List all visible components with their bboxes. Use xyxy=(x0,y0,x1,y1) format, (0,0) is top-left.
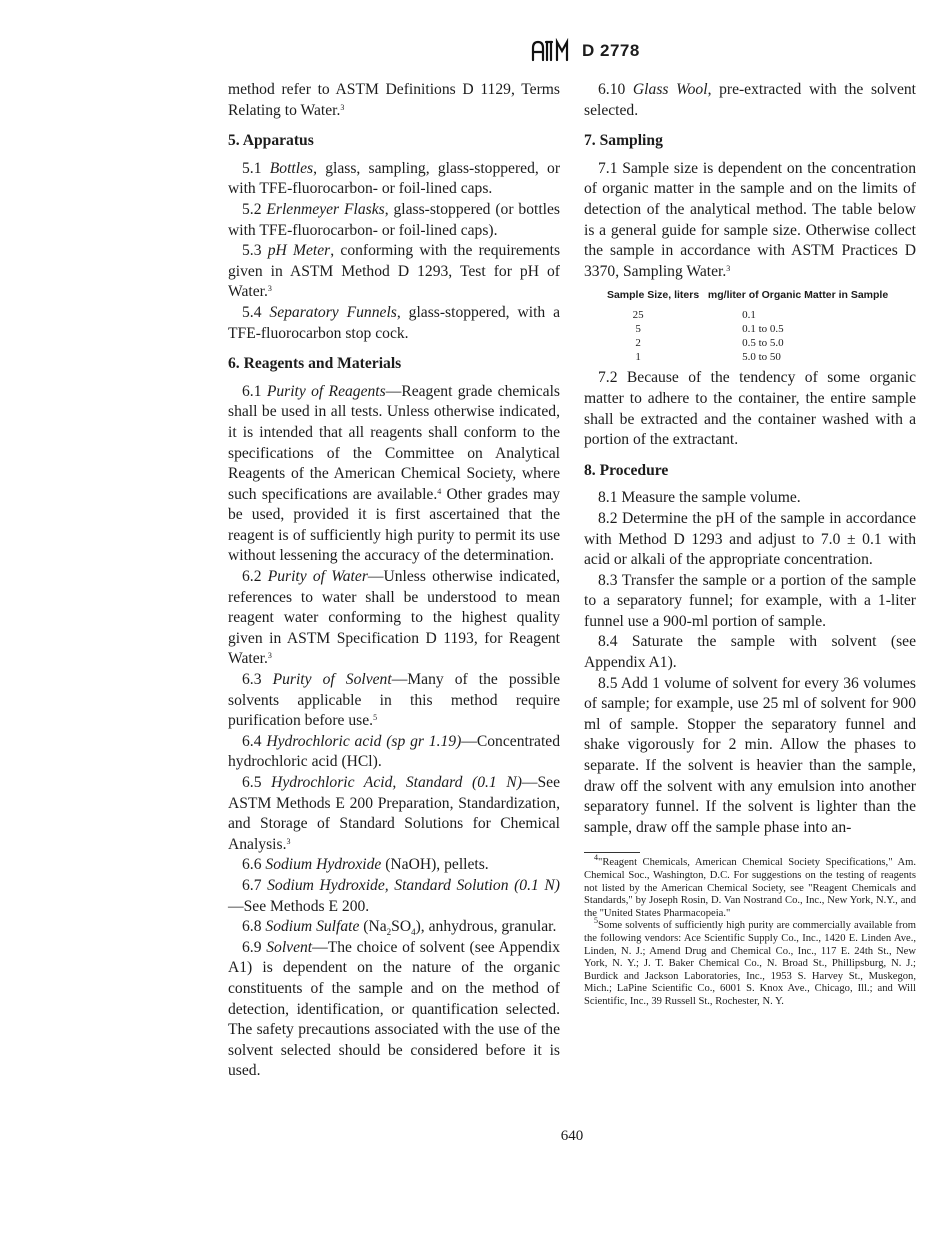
table-row: 2 0.5 to 5.0 xyxy=(635,337,784,350)
document-number: D 2778 xyxy=(582,41,640,60)
paragraph-6-10: 6.10 Glass Wool, pre-extracted with the solvent selected. xyxy=(584,81,916,119)
footnote-5: $^5$Some solvents of sufficiently high purity are commercially available from the following vendors: Ace Scientific Supply Co., Inc., 1420 E. Linden Ave., Linden, N. J.; Amend Drug and Chemical Co., Inc., 117 E. 24th St., New York, N. Y.; J. T. Baker Chemical Co., N. Broad St., Phillipsburg, N. J.; Burdick and Jackson Laboratories, Inc., 1953 S. Harvey St., Muskegon, Mich.; LaPine Scientific Co., 6001 S. Knox Ave., Chicago, Ill.; and Will Scientific, Inc., 39 Russell St., Rochester, N. Y. xyxy=(584,916,916,1007)
paragraph-8-1: 8.1 Measure the sample volume. xyxy=(598,489,801,507)
paragraph-6-3: 6.3 Purity of Solvent—Many of the possible solvents applicable in this method require purification before use.$^5$ xyxy=(228,671,560,730)
paragraph-5-2: 5.2 Erlenmeyer Flasks, glass-stoppered (or bottles with TFE-fluorocarbon- or foil-lined caps). xyxy=(228,200,560,239)
astm-logo-icon xyxy=(530,38,570,64)
paragraph-6-5: 6.5 Hydrochloric Acid, Standard (0.1 N)—See ASTM Methods E 200 Preparation, Standardization, and Storage of Standard Solutions for Chemical Analysis.$^3$ xyxy=(228,774,561,853)
page-number: 640 xyxy=(560,1128,584,1144)
section-7-heading: 7. Sampling xyxy=(584,132,663,150)
paragraph-6-6: 6.6 Sodium Hydroxide (NaOH), pellets. xyxy=(242,856,489,874)
section-5-heading: 5. Apparatus xyxy=(228,132,314,150)
footnote-divider xyxy=(584,852,640,853)
left-column xyxy=(228,80,560,1082)
paragraph-6-9: 6.9 Solvent—The choice of solvent (see Appendix A1) is dependent on the nature of the organic constituents of the sample and on the method of detection, identification, or quantification selected. The safety precautions associated with the use of the solvent selected should be considered before it is used. xyxy=(228,938,561,1080)
paragraph-5-3: 5.3 pH Meter, conforming with the requirements given in ASTM Method D 1293, Test for pH of Water.$^3$ xyxy=(228,242,561,301)
right-column xyxy=(584,80,916,1009)
paragraph-8-4: 8.4 Saturate the sample with solvent (see Appendix A1). xyxy=(584,633,916,672)
paragraph-6-8: 6.8 Sodium Sulfate $(Na_2SO_4)$, anhydrous, granular. xyxy=(242,918,557,938)
paragraph-6-7: 6.7 Sodium Hydroxide, Standard Solution (0.1 N)—See Methods E 200. xyxy=(228,876,561,915)
paragraph-8-5: 8.5 Add 1 volume of solvent for every 36 volumes of sample; for example, use 25 ml of solvent for 900 ml of sample. Stopper the separatory funnel and shake vigorously for 2 min. Allow the phases to separate. If the solvent is heavier than the sample, draw off the solvent with any emulsion into another separatory funnel. If the solvent is lighter than the sample, draw off the sample phase into an- xyxy=(584,674,916,836)
paragraph-intro: method refer to ASTM Definitions D 1129, Terms Relating to Water.$^3$ xyxy=(228,81,560,119)
table-header-organic-matter: mg/liter of Organic Matter in Sample xyxy=(707,289,889,302)
table-row: 5 0.1 to 0.5 xyxy=(635,323,784,336)
section-8-heading: 8. Procedure xyxy=(584,461,669,479)
paragraph-6-2: 6.2 Purity of Water—Unless otherwise indicated, references to water shall be understood to mean reagent water conforming to the highest quality given in ASTM Specification D 1193, for Reagent Water.$^3$ xyxy=(228,568,561,668)
paragraph-8-2: 8.2 Determine the pH of the sample in accordance with Method D 1293 and adjust to 7.0 ± 0.1 with acid or alkali of the appropriate concentration. xyxy=(584,509,916,569)
paragraph-8-3: 8.3 Transfer the sample or a portion of the sample to a separatory funnel; for example, with a 1-liter funnel use a 900-ml portion of sample. xyxy=(584,571,916,630)
table-row: 1 5.0 to 50 xyxy=(635,351,781,364)
footnote-4: $^4$"Reagent Chemicals, American Chemical Society Specifications," Am. Chemical Soc., Washington, D.C. For suggestions on the testing of reagents not listed by the American Chemical Society, see "Reagent Chemicals and Standards," by Joseph Rosin, D. Van Nostrand Co., Inc., New York, N.Y., and the "United States Pharmacopeia." xyxy=(584,853,916,919)
page-header xyxy=(530,38,640,64)
paragraph-5-4: 5.4 Separatory Funnels, glass-stoppered, with a TFE-fluorocarbon stop cock. xyxy=(228,303,561,342)
section-6-heading: 6. Reagents and Materials xyxy=(228,355,402,373)
table-header-sample-size: Sample Size, liters xyxy=(606,289,700,302)
sampling-table xyxy=(604,288,894,364)
table-row: 25 0.1 xyxy=(632,309,756,322)
paragraph-7-2: 7.2 Because of the tendency of some organic matter to adhere to the container, the entire sample shall be extracted and the container washed with a portion of the extractant. xyxy=(584,369,916,449)
paragraph-7-1: 7.1 Sample size is dependent on the concentration of organic matter in the sample and on the limits of detection of the analytical method. The table below is a general guide for sample size. Otherwise collect the sample in accordance with ASTM Practices D 3370, Sampling Water.$^3$ xyxy=(584,159,916,280)
paragraph-6-4: 6.4 Hydrochloric acid (sp gr 1.19)—Concentrated hydrochloric acid (HCl). xyxy=(228,732,560,771)
paragraph-5-1: 5.1 Bottles, glass, sampling, glass-stoppered, or with TFE-fluorocarbon- or foil-lined caps. xyxy=(228,159,561,198)
paragraph-6-1: 6.1 Purity of Reagents—Reagent grade chemicals shall be used in all tests. Unless otherwise indicated, it is intended that all reagents shall conform to the specifications of the Committee on Analytical Reagents of the American Chemical Society, where such specifications are available.$^4$ Other grades may be used, provided it is first ascertained that the reagent is of sufficiently high purity to permit its use without lessening the accuracy of the determination. xyxy=(228,382,561,565)
